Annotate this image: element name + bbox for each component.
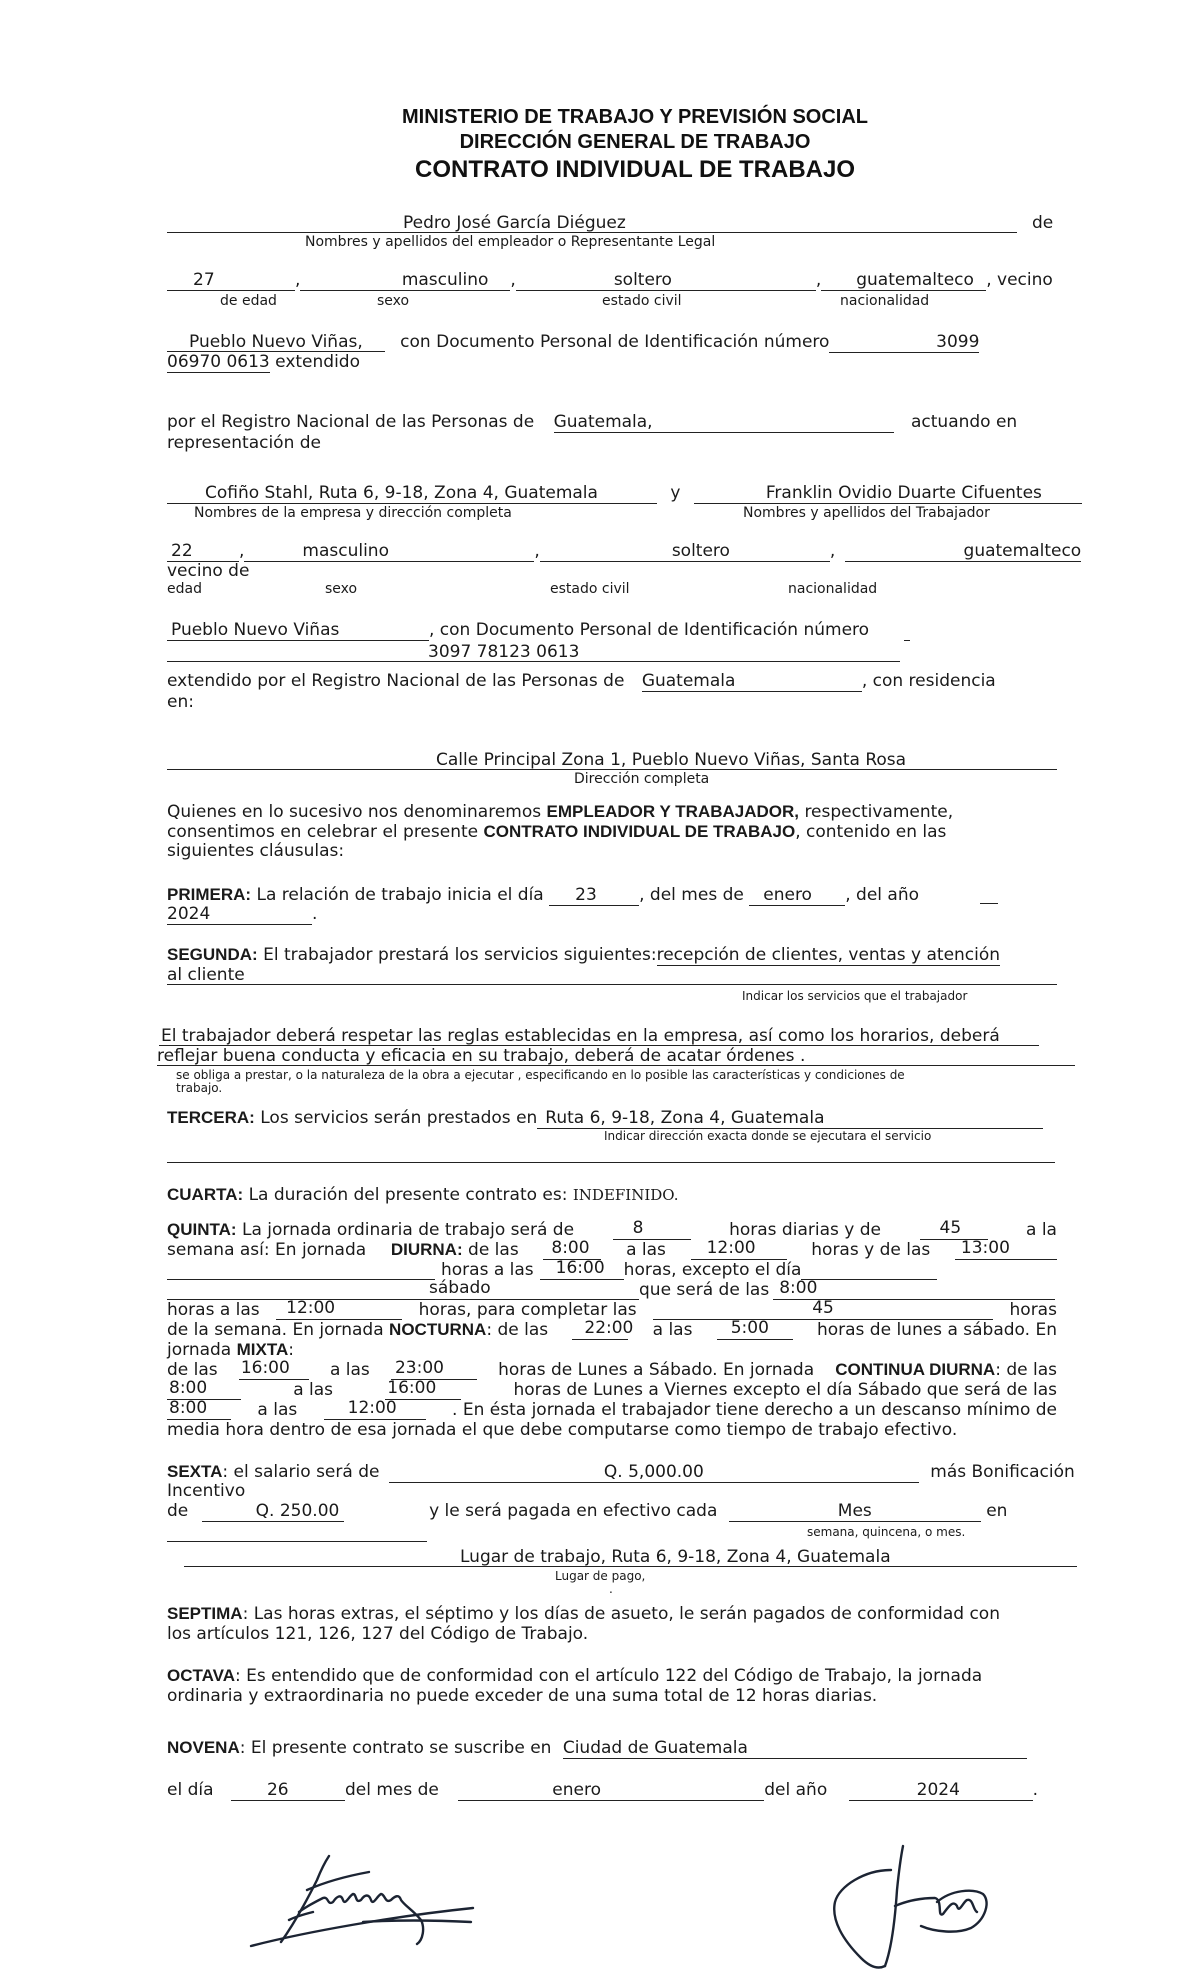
company-name-address: Cofiño Stahl, Ruta 6, 9-18, Zona 4, Guatemala <box>205 483 598 503</box>
quinta-text-16: a las <box>652 1320 693 1340</box>
employer-age: 27 <box>193 270 215 290</box>
quinta-text-11: horas a las <box>167 1300 260 1320</box>
employer-dpi-text: con Documento Personal de Identificación número <box>400 332 830 352</box>
quinta-block <box>167 1220 1057 1440</box>
employer-signature-icon <box>245 1850 485 1950</box>
tercera-text-1: Los servicios serán prestados en <box>260 1108 538 1128</box>
worker-registry-place: Guatemala <box>641 671 736 691</box>
segunda-row <box>167 946 1000 966</box>
worker-address-caption: Dirección completa <box>574 771 710 787</box>
quinta-row-7 <box>167 1340 1057 1360</box>
novena-dot: . <box>1032 1780 1039 1800</box>
intro-text-1c: respectivamente, <box>804 802 954 822</box>
worker-nationality: guatemalteco <box>963 541 1082 561</box>
worker-residence: Pueblo Nuevo Viñas <box>171 620 340 640</box>
tercera-place: Ruta 6, 9-18, Zona 4, Guatemala <box>545 1108 825 1128</box>
segunda-caption: Indicar los servicios que el trabajador <box>742 989 968 1003</box>
primera-label: PRIMERA: <box>167 885 252 904</box>
employer-sex: masculino <box>401 270 489 290</box>
employer-details-row: 27 , masculino , soltero , guatemalteco , vecino <box>167 272 1053 291</box>
employer-dpi-b: 06970 0613 <box>167 352 270 372</box>
novena-month: enero <box>552 1780 601 1800</box>
sexta-row-1 <box>167 1463 1075 1483</box>
employer-nat-caption: nacionalidad <box>840 293 930 309</box>
quinta-text-22: : de las <box>995 1360 1057 1380</box>
sexta-text-4: de <box>167 1501 189 1521</box>
quinta-text-17: horas de lunes a sábado. En <box>816 1320 1057 1340</box>
primera-year-line-stub <box>980 903 998 904</box>
sexta-bonus: Q. 250.00 <box>255 1501 340 1521</box>
novena-city: Ciudad de Guatemala <box>562 1738 748 1758</box>
cuarta-text-1: La duración del presente contrato es: <box>248 1185 568 1205</box>
employer-registry-text: por el Registro Nacional de las Personas de <box>167 412 535 432</box>
ministry-heading: MINISTERIO DE TRABAJO Y PREVISIÓN SOCIAL <box>402 106 868 128</box>
segunda-services-b: al cliente <box>167 965 245 985</box>
employer-name: Pedro José García Diéguez <box>403 213 626 233</box>
sexta-row-2 <box>167 1503 1007 1522</box>
primera-row <box>167 886 919 906</box>
novena-year: 2024 <box>916 1780 960 1800</box>
quinta-d-to2: 16:00 <box>540 1260 624 1280</box>
worker-res-text: , con residencia <box>861 671 996 691</box>
quinta-d-to: 12:00 <box>691 1240 787 1260</box>
worker-registry-row <box>167 673 996 692</box>
sexta-salary: Q. 5,000.00 <box>603 1462 704 1482</box>
employer-dpi-a: 3099 <box>936 332 980 352</box>
company-caption: Nombres de la empresa y dirección completa <box>194 505 512 521</box>
worker-residence-row <box>167 622 869 641</box>
segunda-duty-a: El trabajador deberá respetar las reglas establecidas en la empresa, así como los horarios, deberá <box>161 1026 1000 1046</box>
quinta-text-26: . En ésta jornada el trabajador tiene derecho a un descanso mínimo de <box>452 1400 1057 1420</box>
quinta-diurna: DIURNA: <box>390 1240 463 1259</box>
employer-age-caption: de edad <box>220 293 277 309</box>
quinta-text-13: horas <box>1009 1300 1057 1320</box>
novena-text-4: del año <box>764 1780 828 1800</box>
primera-month: enero <box>763 885 812 905</box>
quinta-d-from: 8:00 <box>543 1240 601 1260</box>
quinta-m-from: 16:00 <box>239 1360 309 1380</box>
quinta-hours-day: 8 <box>613 1220 691 1240</box>
novena-text-1: : El presente contrato se suscribe en <box>239 1738 552 1758</box>
quinta-text-19: de las <box>167 1360 218 1380</box>
quinta-text-5: de las <box>468 1240 519 1260</box>
directorate-heading: DIRECCIÓN GENERAL DE TRABAJO <box>459 131 811 153</box>
intro-line-1 <box>167 803 953 821</box>
sexta-text-2: más Bonificación <box>930 1462 1075 1482</box>
sexta-stray-dot: . <box>609 1582 613 1596</box>
quinta-row-5 <box>167 1300 1057 1320</box>
tercera-label: TERCERA: <box>167 1108 255 1127</box>
quinta-text-2: horas diarias y de <box>729 1220 881 1240</box>
quinta-c-from: 8:00 <box>167 1380 241 1400</box>
employer-nationality: guatemalteco <box>856 270 974 290</box>
quinta-d-from2: 13:00 <box>955 1240 1057 1260</box>
novena-text-3: del mes de <box>344 1780 439 1800</box>
sexta-label: SEXTA <box>167 1462 223 1481</box>
intro-line-3: siguientes cláusulas: <box>167 841 345 861</box>
quinta-total: 45 <box>653 1300 993 1320</box>
quinta-day-sat: sábado <box>167 1280 639 1300</box>
segunda-caption-2a: se obliga a prestar, o la naturaleza de la obra a ejecutar , especificando en lo posible las características y condiciones de <box>176 1068 905 1082</box>
employer-acting-b: representación de <box>167 433 322 453</box>
worker-sex-caption: sexo <box>325 581 358 597</box>
quinta-text-14: de la semana. En jornada <box>167 1320 384 1340</box>
intro-text-1a: Quienes en lo sucesivo nos denominaremos <box>167 802 542 822</box>
quinta-text-1: La jornada ordinaria de trabajo será de <box>241 1220 575 1240</box>
quinta-text-6: a las <box>626 1240 666 1260</box>
employer-registry-place: Guatemala, <box>553 412 653 432</box>
employer-de: de <box>1032 213 1054 233</box>
worker-details-row: 22 , masculino , soltero , guatemalteco <box>167 543 1081 562</box>
employer-extendido: extendido <box>275 352 360 372</box>
quinta-text-25: a las <box>257 1400 298 1420</box>
worker-dpi-line-stub <box>904 640 910 641</box>
employer-acting-a: actuando en <box>910 412 1018 432</box>
quinta-s-to: 12:00 <box>324 1400 426 1420</box>
segunda-text-1: El trabajador prestará los servicios siguientes: <box>263 945 657 965</box>
quinta-text-27: media hora dentro de esa jornada el que debe computarse como tiempo de trabajo efectivo. <box>167 1420 958 1440</box>
tercera-extra-line <box>167 1162 1055 1163</box>
worker-civil-status: soltero <box>671 541 730 561</box>
primera-text-1: La relación de trabajo inicia el día <box>256 885 544 905</box>
novena-day: 26 <box>266 1780 289 1800</box>
worker-age: 22 <box>171 541 193 561</box>
septima-row-1 <box>167 1605 1000 1623</box>
primera-year-row <box>167 906 317 925</box>
sexta-period: Mes <box>837 1501 872 1521</box>
tercera-caption: Indicar dirección exacta donde se ejecutara el servicio <box>604 1129 932 1143</box>
tercera-row <box>167 1109 1043 1129</box>
worker-en: en: <box>167 692 194 712</box>
employer-residence-row <box>167 334 979 353</box>
primera-day: 23 <box>575 885 597 905</box>
quinta-text-9: horas, excepto el día <box>623 1260 802 1280</box>
worker-civil-caption: estado civil <box>550 581 630 597</box>
quinta-row-9 <box>167 1380 1057 1400</box>
quinta-text-15: : de las <box>486 1320 549 1340</box>
octava-row-1 <box>167 1667 982 1685</box>
quinta-text-21: horas de Lunes a Sábado. En jornada <box>498 1360 815 1380</box>
quinta-continua: CONTINUA DIURNA <box>835 1360 996 1379</box>
primera-text-3: , del año <box>845 885 920 905</box>
octava-label: OCTAVA <box>167 1666 235 1685</box>
sexta-blank-line <box>167 1541 427 1542</box>
primera-dot: . <box>312 904 318 924</box>
novena-row-1 <box>167 1739 1027 1759</box>
quinta-colon: : <box>288 1340 294 1360</box>
quinta-s-from: 8:00 <box>167 1400 231 1420</box>
worker-age-caption: edad <box>167 581 202 597</box>
quinta-nocturna: NOCTURNA <box>389 1320 487 1339</box>
septima-label: SEPTIMA <box>167 1604 243 1623</box>
intro-text-2a: consentimos en celebrar el presente <box>167 822 479 842</box>
quinta-row-4 <box>167 1280 1057 1300</box>
segunda-label: SEGUNDA: <box>167 945 258 964</box>
quinta-text-12: horas, para completar las <box>418 1300 637 1320</box>
contract-title: CONTRATO INDIVIDUAL DE TRABAJO <box>414 156 855 183</box>
primera-text-2: , del mes de <box>639 885 744 905</box>
quinta-c-to: 16:00 <box>385 1380 461 1400</box>
segunda-duty-b: reflejar buena conducta y eficacia en su trabajo, deberá de acatar órdenes . <box>157 1046 806 1066</box>
sexta-text-3: Incentivo <box>167 1481 246 1501</box>
quinta-text-20: a las <box>329 1360 370 1380</box>
intro-line-2 <box>167 823 946 841</box>
segunda-services-line <box>167 984 1057 985</box>
quinta-text-8: horas a las <box>441 1260 534 1280</box>
segunda-caption-2b: trabajo. <box>176 1081 223 1095</box>
quinta-row-11 <box>167 1420 1057 1440</box>
intro-text-1b: EMPLEADOR Y TRABAJADOR, <box>546 802 800 821</box>
quinta-m-to: 23:00 <box>391 1360 477 1380</box>
octava-text-1: : Es entendido que de conformidad con el artículo 122 del Código de Trabajo, la jornada <box>235 1666 983 1686</box>
employer-name-caption: Nombres y apellidos del empleador o Representante Legal <box>305 234 716 250</box>
quinta-sat-to: 12:00 <box>276 1300 402 1320</box>
worker-name: Franklin Ovidio Duarte Cifuentes <box>765 483 1042 503</box>
quinta-sat-from: 8:00 <box>773 1280 1055 1300</box>
employer-vecino: , vecino <box>986 270 1053 290</box>
employer-residence: Pueblo Nuevo Viñas, <box>189 332 363 352</box>
quinta-text-3: a la <box>1026 1220 1057 1240</box>
company-worker-row <box>167 485 1082 504</box>
quinta-row-8 <box>167 1360 1057 1380</box>
septima-text-1: : Las horas extras, el séptimo y los días de asueto, le serán pagados de conformidad con <box>242 1604 1000 1624</box>
segunda-services-a: recepción de clientes, ventas y atención <box>656 945 1001 965</box>
worker-address: Calle Principal Zona 1, Pueblo Nuevo Viñas, Santa Rosa <box>436 750 907 770</box>
quinta-row-6 <box>167 1320 1057 1340</box>
worker-registry-text: extendido por el Registro Nacional de las Personas de <box>167 671 625 691</box>
quinta-hours-week: 45 <box>920 1220 988 1240</box>
worker-sex: masculino <box>302 541 389 561</box>
quinta-text-24: horas de Lunes a Viernes excepto el día Sábado que será de las <box>513 1380 1057 1400</box>
sexta-text-6: en <box>986 1501 1008 1521</box>
quinta-text-7: horas y de las <box>811 1240 931 1260</box>
worker-nat-caption: nacionalidad <box>788 581 878 597</box>
quinta-text-18: jornada <box>167 1340 232 1360</box>
cuarta-value: INDEFINIDO. <box>572 1186 679 1204</box>
septima-text-2: los artículos 121, 126, 127 del Código de Trabajo. <box>167 1624 589 1644</box>
sexta-text-5: y le será pagada en efectivo cada <box>429 1501 718 1521</box>
worker-name-caption: Nombres y apellidos del Trabajador <box>743 505 990 521</box>
quinta-label: QUINTA: <box>167 1220 237 1239</box>
quinta-row-3 <box>167 1260 1057 1280</box>
employer-registry-row <box>167 414 1017 433</box>
intro-text-2b: CONTRATO INDIVIDUAL DE TRABAJO <box>483 822 796 841</box>
employer-civil-caption: estado civil <box>602 293 682 309</box>
sexta-period-caption: semana, quincena, o mes. <box>807 1525 966 1539</box>
employer-civil-status: soltero <box>613 270 672 290</box>
quinta-mixta: MIXTA <box>236 1340 289 1359</box>
company-y: y <box>670 483 681 503</box>
quinta-text-4: semana así: En jornada <box>167 1240 367 1260</box>
cuarta-row <box>167 1186 679 1204</box>
cuarta-label: CUARTA: <box>167 1185 244 1204</box>
worker-dpi: 3097 78123 0613 <box>428 642 580 662</box>
novena-row-2 <box>167 1782 1038 1801</box>
sexta-text-1: : el salario será de <box>222 1462 380 1482</box>
worker-signature-icon <box>825 1840 995 1976</box>
quinta-row-1 <box>167 1220 1057 1240</box>
sexta-pay-place-caption: Lugar de pago, <box>555 1569 646 1583</box>
quinta-n-from: 22:00 <box>572 1320 628 1340</box>
novena-text-2: el día <box>167 1780 214 1800</box>
primera-year: 2024 <box>167 904 211 924</box>
novena-label: NOVENA <box>167 1738 240 1757</box>
quinta-text-10: que será de las <box>639 1280 770 1300</box>
intro-text-2c: , contenido en las <box>795 822 947 842</box>
quinta-text-23: a las <box>293 1380 334 1400</box>
octava-text-2: ordinaria y extraordinaria no puede exceder de una suma total de 12 horas diarias. <box>167 1686 878 1706</box>
quinta-row-2 <box>167 1240 1057 1260</box>
sexta-pay-place: Lugar de trabajo, Ruta 6, 9-18, Zona 4, Guatemala <box>460 1547 891 1567</box>
worker-dpi-text: , con Documento Personal de Identificación número <box>429 620 870 640</box>
quinta-n-to: 5:00 <box>717 1320 793 1340</box>
worker-vecino: vecino de <box>167 561 250 581</box>
employer-sex-caption: sexo <box>377 293 410 309</box>
employer-dpi-row-b <box>167 354 360 373</box>
quinta-row-10 <box>167 1400 1057 1420</box>
